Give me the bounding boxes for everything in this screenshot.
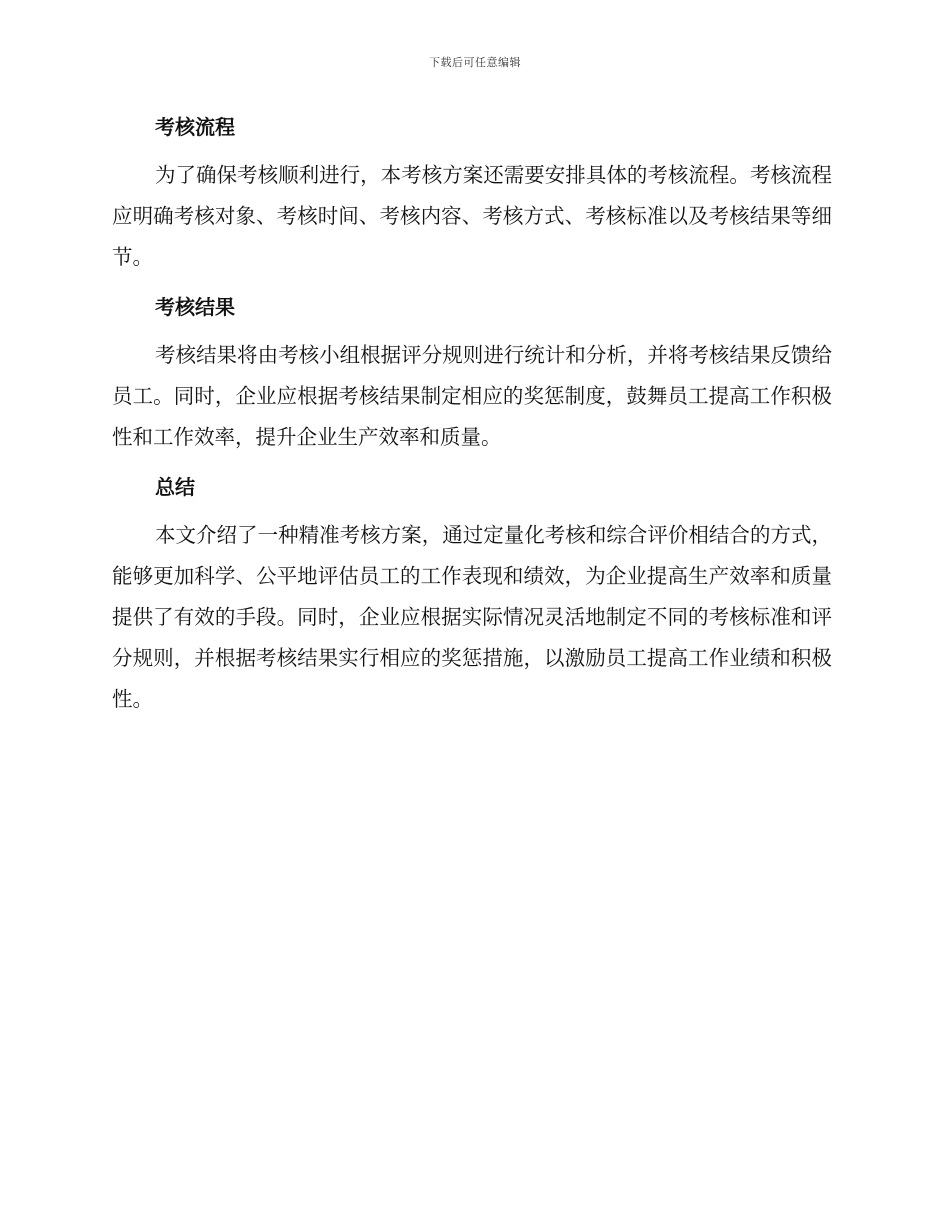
section-paragraph-process: 为了确保考核顺利进行，本考核方案还需要安排具体的考核流程。考核流程应明确考核对象、考核时间、考核内容、考核方式、考核标准以及考核结果等细节。 bbox=[112, 163, 832, 269]
section-paragraph-summary: 本文介绍了一种精准考核方案，通过定量化考核和综合评价相结合的方式，能够更加科学、公平地评估员工的工作表现和绩效，为企业提高生产效率和质量提供了有效的手段。同时，企业应根据实际情况灵活地制定不同的考核标准和评分规则，并根据考核结果实行相应的奖惩措施，以激励员工提高工作业绩和积极性。 bbox=[112, 523, 832, 711]
section-title-summary: 总结 bbox=[155, 475, 195, 499]
section-title-results: 考核结果 bbox=[155, 295, 235, 319]
section-paragraph-results: 考核结果将由考核小组根据评分规则进行统计和分析，并将考核结果反馈给员工。同时，企业应根据考核结果制定相应的奖惩制度，鼓舞员工提高工作积极性和工作效率，提升企业生产效率和质量。 bbox=[112, 343, 832, 449]
document-body bbox=[112, 108, 832, 720]
page-header: 下载后可任意编辑 bbox=[429, 56, 521, 69]
section-title-process: 考核流程 bbox=[155, 115, 235, 139]
